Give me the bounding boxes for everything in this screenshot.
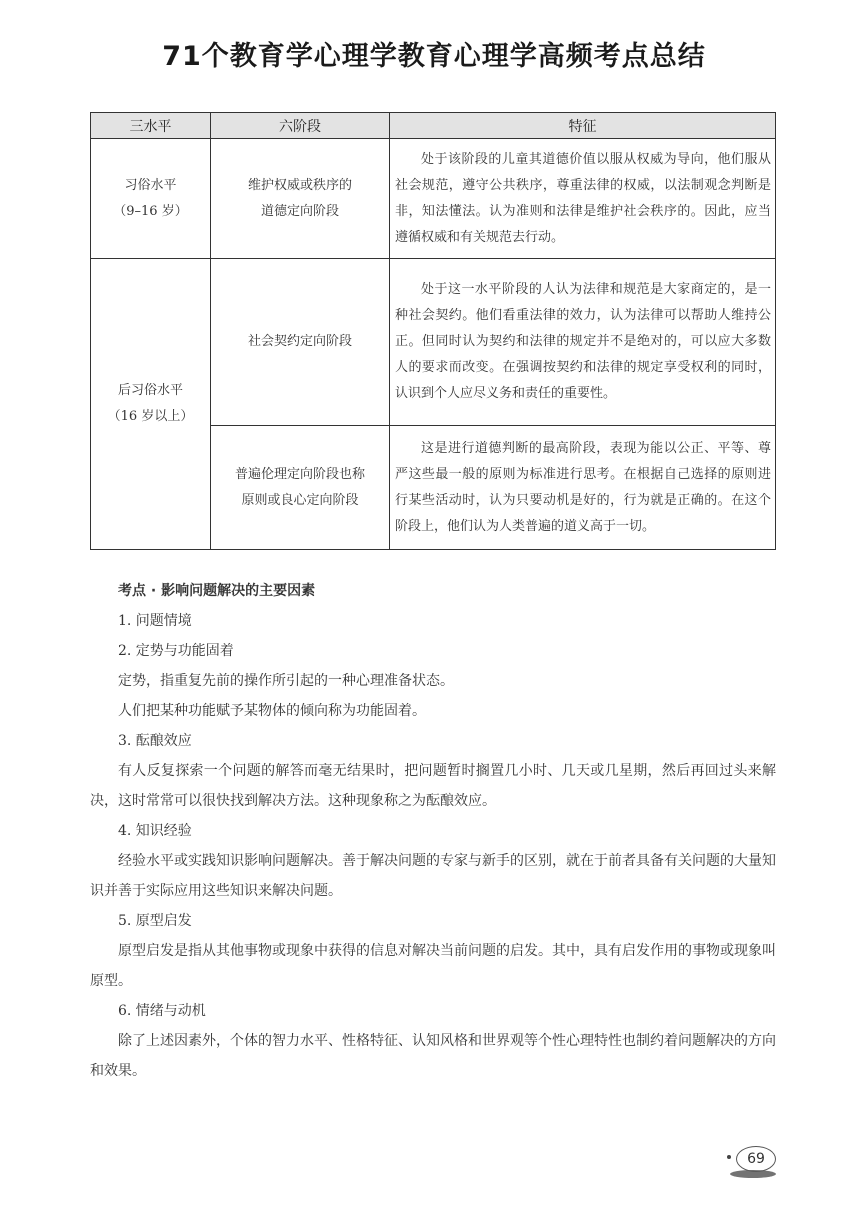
stage-name-line1: 维护权威或秩序的 xyxy=(247,177,352,193)
feature-cell: 处于该阶段的儿童其道德价值以服从权威为导向，他们服从社会规范，遵守公共秩序，尊重法律的权威，以法制观念判断是非，知法懂法。认为准则和法律是维护社会秩序的。因此，应当遵循权威和有关规范去行动。 xyxy=(390,139,776,259)
section-heading: 考点 · 影响问题解决的主要因素 xyxy=(118,583,316,599)
level-cell xyxy=(91,259,211,550)
level-name: 后习俗水平 xyxy=(117,383,183,398)
table-row xyxy=(91,139,776,259)
paragraph: 人们把某种功能赋予某物体的倾向称为功能固着。 xyxy=(118,703,426,719)
page-number-dot xyxy=(727,1155,731,1159)
stage-name-line2: 原则或良心定向阶段 xyxy=(241,492,359,508)
stage-name-line1: 社会契约定向阶段 xyxy=(247,334,352,349)
header-stage: 六阶段 xyxy=(211,113,390,139)
moral-stage-table xyxy=(90,112,776,550)
paragraph: 除了上述因素外，个体的智力水平、性格特征、认知风格和世界观等个性心理特性也制约着问题解决的方向和效果。 xyxy=(90,1033,776,1079)
list-item: 4. 知识经验 xyxy=(118,823,192,839)
paragraph: 经验水平或实践知识影响问题解决。善于解决问题的专家与新手的区别，就在于前者具备有关问题的大量知识并善于实际应用这些知识来解决问题。 xyxy=(90,853,776,899)
paragraph: 原型启发是指从其他事物或现象中获得的信息对解决当前问题的启发。其中，具有启发作用的事物或现象叫原型。 xyxy=(90,943,776,989)
list-item: 2. 定势与功能固着 xyxy=(118,643,234,659)
stage-cell xyxy=(211,259,390,426)
level-cell xyxy=(91,139,211,259)
stage-cell xyxy=(211,426,390,550)
stage-cell xyxy=(211,139,390,259)
page-title: 71个教育学心理学教育心理学高频考点总结 xyxy=(162,41,706,72)
list-item: 6. 情绪与动机 xyxy=(118,1003,206,1019)
feature-cell: 这是进行道德判断的最高阶段，表现为能以公正、平等、尊严这些最一般的原则为标准进行思考。在根据自己选择的原则进行某些活动时，认为只要动机是好的，行为就是正确的。在这个阶段上，他们认为人类普遍的道义高于一切。 xyxy=(390,426,776,550)
header-level: 三水平 xyxy=(91,113,211,139)
header-feature: 特征 xyxy=(390,113,776,139)
page-number: 69 xyxy=(736,1146,776,1172)
stage-name-line1: 普遍伦理定向阶段也称 xyxy=(234,466,365,482)
level-age: （9–16 岁） xyxy=(113,203,188,219)
stage-name-line2: 道德定向阶段 xyxy=(260,203,339,219)
list-item: 3. 酝酿效应 xyxy=(118,733,192,749)
paragraph: 有人反复探索一个问题的解答而毫无结果时，把问题暂时搁置几小时、几天或几星期，然后再回过头来解决，这时常常可以很快找到解决方法。这种现象称之为酝酿效应。 xyxy=(90,763,776,809)
feature-cell: 处于这一水平阶段的人认为法律和规范是大家商定的，是一种社会契约。他们看重法律的效力，认为法律可以帮助人维持公正。但同时认为契约和法律的规定并不是绝对的，可以应大多数人的要求而改变。在强调按契约和法律的规定享受权利的同时，认识到个人应尽义务和责任的重要性。 xyxy=(390,259,776,426)
level-age: （16 岁以上） xyxy=(107,409,194,424)
page-number-shadow xyxy=(730,1170,776,1178)
table-row xyxy=(91,259,776,426)
list-item: 5. 原型启发 xyxy=(118,913,192,929)
problem-solving-section xyxy=(90,576,776,1086)
level-name: 习俗水平 xyxy=(124,177,177,193)
list-item: 1. 问题情境 xyxy=(118,613,192,629)
paragraph: 定势，指重复先前的操作所引起的一种心理准备状态。 xyxy=(118,673,454,689)
table-header-row xyxy=(91,113,776,139)
